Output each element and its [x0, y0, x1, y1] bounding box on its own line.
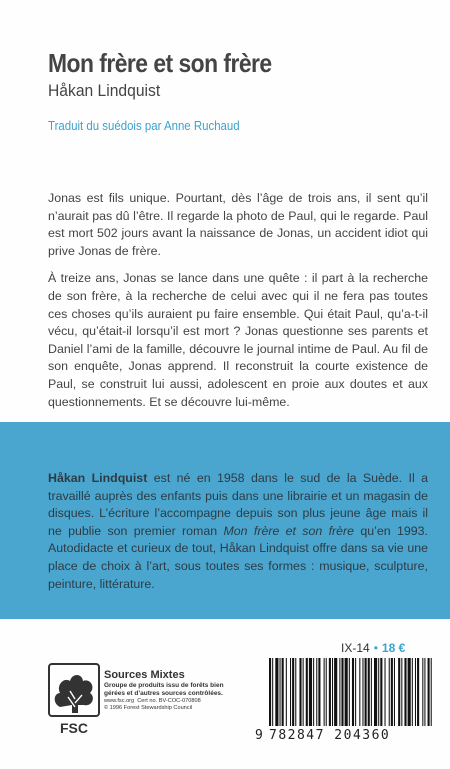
barcode-bar	[275, 658, 278, 726]
barcode-bar	[303, 658, 304, 726]
barcode-bar	[365, 658, 367, 726]
barcode-bar	[280, 658, 281, 726]
fsc-heading: Sources Mixtes	[104, 669, 185, 681]
barcode-bar	[269, 658, 271, 726]
fsc-logo-text: FSC	[60, 720, 88, 736]
price-separator: •	[373, 641, 378, 655]
barcode-bar	[339, 658, 340, 726]
barcode-bar	[306, 658, 308, 726]
author-bio	[48, 470, 428, 593]
book-title: Mon frère et son frère	[48, 48, 272, 78]
barcode-bar	[341, 658, 343, 726]
barcode-bar	[352, 658, 354, 726]
fsc-description: Groupe de produits issu de forêts bien gérées et d’autres sources contrôlées.	[104, 682, 224, 697]
barcode-bar	[359, 658, 360, 726]
blurb-paragraph-2: À treize ans, Jonas se lance dans une quête : il part à la recherche de son frère, à la recherche de celui avec qui il ne fera pas toutes ces choses qu’ils auraient pu faire ensemble. Qui était Paul, qu’a-t-il vécu, qu’était-il lorsqu’il est mort ? Jonas questionne ses parents et Daniel l’ami de la famille, découvre le journal intime de Paul. Au fil de son enquête, Jonas apprend. Il reconstruit la courte existence de Paul, se construit lui aussi, adolescent en proie aux doutes et aux questionnements. Et se découvre lui-même.	[48, 271, 428, 409]
barcode-bar	[371, 658, 372, 726]
barcode-bar	[404, 658, 406, 726]
barcode-bar	[286, 658, 287, 726]
barcode-bar	[362, 658, 363, 726]
barcode-bar	[431, 658, 432, 726]
barcode-bar	[326, 658, 327, 726]
barcode-bar	[424, 658, 425, 726]
barcode-bar	[428, 658, 430, 726]
barcode-bar	[391, 658, 393, 726]
price-code: IX-14	[341, 641, 370, 655]
barcode-bar	[374, 658, 377, 726]
barcode-bar	[292, 658, 294, 726]
barcode-bar	[412, 658, 413, 726]
barcode-bar	[316, 658, 317, 726]
barcode	[255, 658, 435, 726]
barcode-bar	[408, 658, 411, 726]
barcode-bar	[332, 658, 333, 726]
barcode-bar	[313, 658, 314, 726]
fsc-site: www.fsc.org	[104, 698, 135, 704]
barcode-bar	[368, 658, 370, 726]
translator-credit: Traduit du suédois par Anne Ruchaud	[48, 118, 240, 133]
barcode-bar	[401, 658, 402, 726]
blurb-paragraph-1: Jonas est fils unique. Pourtant, dès l’âge de trois ans, il sent qu’il n’aurait pas dû l’être. Il regarde la photo de Paul, qui le regarde. Paul est mort 502 jours avant la naissance de Jonas, un accident idiot qui prive Jonas de frère.	[48, 191, 428, 258]
fsc-copyright: © 1996 Forest Stewardship Council	[104, 705, 193, 712]
barcode-bar	[415, 658, 416, 726]
barcode-bar	[282, 658, 284, 726]
isbn-first-digit: 9	[255, 728, 263, 743]
barcode-bar	[380, 658, 382, 726]
bio-text-1: est né en 1958 dans le sud de la Suède. Il a travaillé auprès des enfants puis dans une librairie et un magasin de disques. L’écriture l’accompagne depuis son plus jeune âge mais il ne publie son premier roman	[48, 471, 428, 538]
barcode-bar	[394, 658, 395, 726]
barcode-bar	[309, 658, 312, 726]
barcode-bar	[398, 658, 400, 726]
barcode-bar	[417, 658, 419, 726]
bio-book-title: Mon frère et son frère	[223, 523, 355, 538]
barcode-bar	[385, 658, 386, 726]
barcode-bar	[334, 658, 337, 726]
fsc-label	[104, 668, 244, 712]
blurb	[48, 190, 428, 421]
barcode-bar	[422, 658, 423, 726]
barcode-bar	[324, 658, 325, 726]
barcode-bar	[345, 658, 348, 726]
book-author: Håkan Lindquist	[48, 81, 161, 100]
barcode-bar	[389, 658, 390, 726]
price-amount: 18 €	[381, 641, 406, 655]
barcode-bar	[355, 658, 356, 726]
fsc-tree-icon	[48, 663, 100, 737]
bio-author-name: Håkan Lindquist	[48, 471, 148, 485]
barcode-bar	[349, 658, 350, 726]
barcode-bar	[318, 658, 320, 726]
bio-text-2: qu’en 1993. Autodidacte et curieux de tout, Håkan Lindquist offre dans sa vie une place de choix à l’art, sous toutes ses formes : musique, sculpture, peinture, littérature.	[48, 523, 428, 591]
barcode-bar	[272, 658, 273, 726]
price-line	[341, 641, 405, 655]
barcode-bar	[329, 658, 331, 726]
barcode-bar	[299, 658, 301, 726]
fsc-cert: Cert no. BV-COC-070808	[137, 698, 201, 704]
isbn-digits: 782847 204360	[269, 728, 391, 743]
barcode-bar	[378, 658, 379, 726]
barcode-bar	[295, 658, 296, 726]
barcode-bar	[290, 658, 291, 726]
